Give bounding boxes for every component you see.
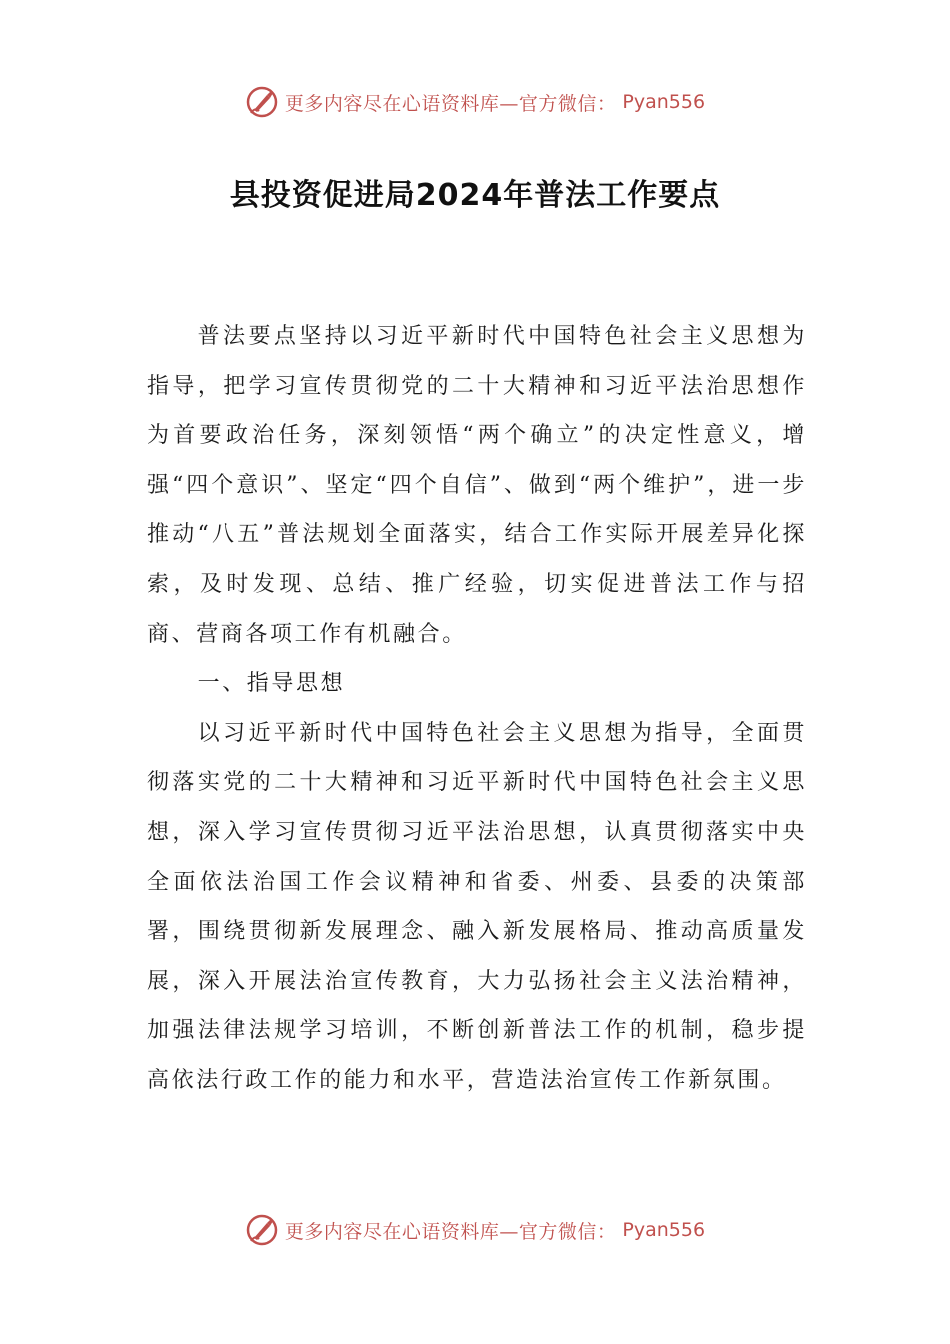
- banner-text: 更多内容尽在心语资料库—官方微信：: [284, 1220, 617, 1243]
- paragraph-guiding-ideology: 以习近平新时代中国特色社会主义思想为指导，全面贯彻落实党的二十大精神和习近平新时代中国特色社会主义思想，深入学习宣传贯彻习近平法治思想，认真贯彻落实中央全面依法治国工作会议精神和省委、州委、县委的决策部署，围绕贯彻新发展理念、融入新发展格局、推动高质量发展，深入开展法治宣传教育，大力弘扬社会主义法治精神，加强法律法规学习培训，不断创新普法工作的机制，稳步提高依法行政工作的能力和水平，营造法治宣传工作新氛围。: [147, 720, 807, 1093]
- banner-wechat-id: Pyan556: [622, 91, 706, 113]
- pen-logo-icon: [245, 85, 279, 119]
- header-banner: [0, 82, 950, 122]
- banner-text: 更多内容尽在心语资料库—官方微信：: [284, 92, 617, 115]
- section-heading-guiding-ideology: 一、指导思想: [197, 671, 346, 697]
- document-title: 县投资促进局2024年普法工作要点: [229, 178, 721, 213]
- pen-logo-icon: [245, 1213, 279, 1247]
- paragraph-intro: 普法要点坚持以习近平新时代中国特色社会主义思想为指导，把学习宣传贯彻党的二十大精神和习近平法治思想作为首要政治任务，深刻领悟“两个确立”的决定性意义，增强“四个意识”、坚定“四个自信”、做到“两个维护”，进一步推动“八五”普法规划全面落实，结合工作实际开展差异化探索，及时发现、总结、推广经验，切实促进普法工作与招商、营商各项工作有机融合。: [147, 324, 807, 647]
- document-body: [147, 312, 807, 1106]
- footer-banner: [0, 1210, 950, 1250]
- banner-wechat-id: Pyan556: [622, 1219, 706, 1241]
